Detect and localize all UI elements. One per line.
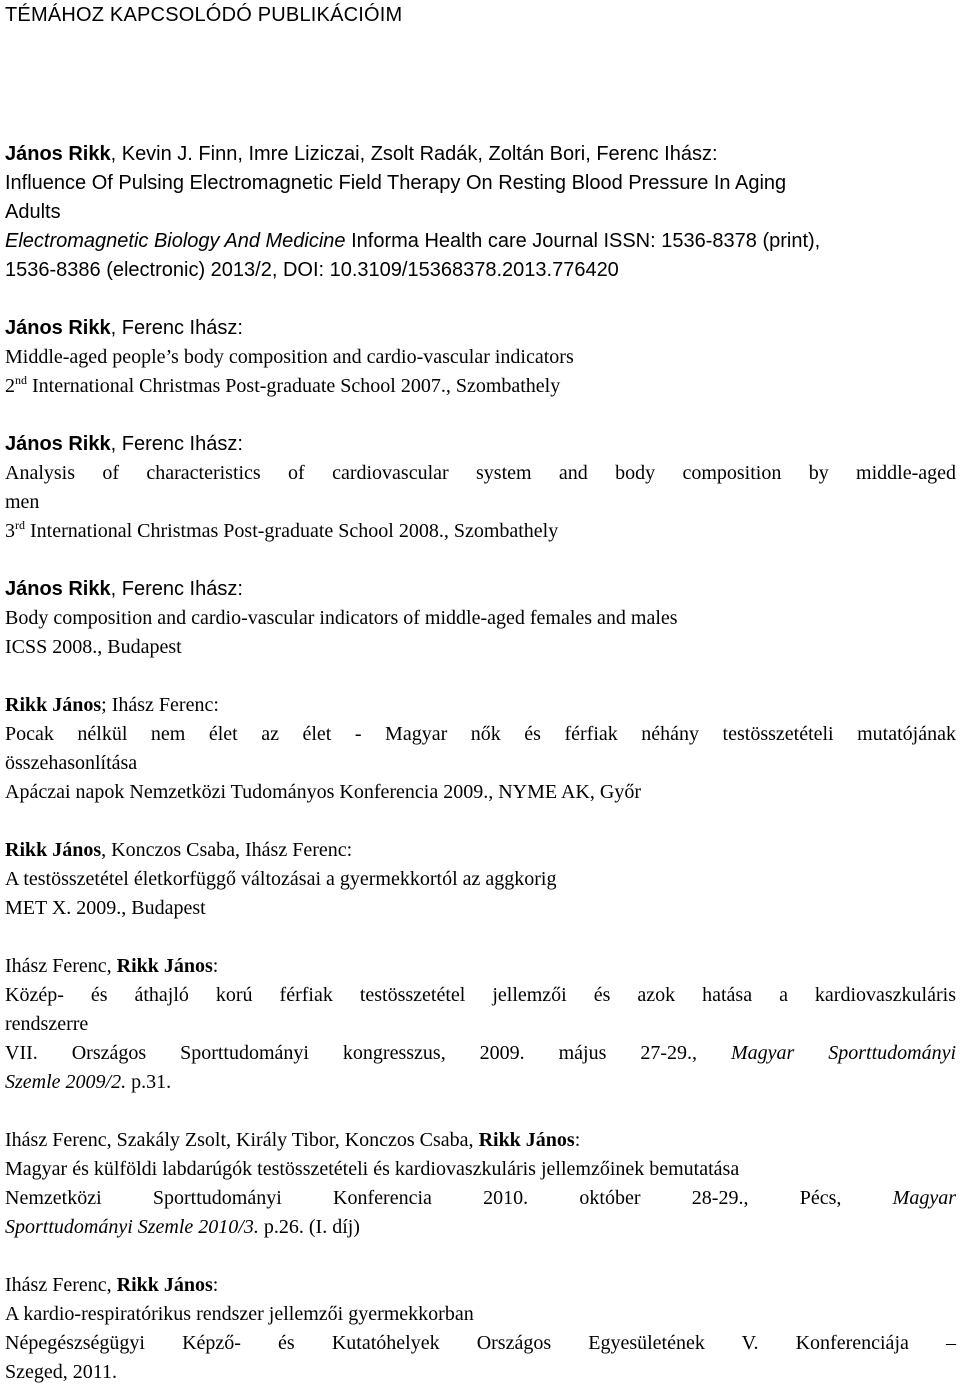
pub-7-authors: Ihász Ferenc, Rikk János: [5,955,219,977]
pub-1-journal-name: Electromagnetic Biology And Medicine [5,230,346,252]
pub-8-title: Magyar és külföldi labdarúgók testösszetételi és kardiovaszkuláris jellemzőinek bemutatása [5,1158,740,1180]
pub-5-venue: Apáczai napok Nemzetközi Tudományos Konferencia 2009., NYME AK, Győr [5,781,641,803]
pub-9-authors: Ihász Ferenc, Rikk János: [5,1274,219,1296]
pub-6-title: A testösszetétel életkorfüggő változásai a gyermekkortól az aggkorig [5,868,557,890]
pub-2-authors: János Rikk, Ferenc Ihász: [5,317,243,339]
pub-8-venue-line2: Sporttudományi Szemle 2010/3. p.26. (I. díj) [5,1216,360,1238]
pub-4-venue: ICSS 2008., Budapest [5,636,182,658]
pub-7-venue-line1: VII. Országos Sporttudományi kongresszus, 2009. május 27-29., Magyar Sporttudományi [5,1042,956,1064]
pub-7-author-main: Rikk János [116,955,213,977]
pub-8-authors: Ihász Ferenc, Szakály Zsolt, Király Tibor, Konczos Csaba, Rikk János: [5,1129,581,1151]
pub-2-venue: 2nd International Christmas Post-graduate School 2007., Szombathely [5,373,561,397]
pub-1-author-main: János Rikk [5,143,111,165]
pub-2-author-main: János Rikk [5,317,111,339]
pub-6-author-main: Rikk János [5,839,102,861]
pub-6-authors: Rikk János, Konczos Csaba, Ihász Ferenc: [5,839,353,861]
pub-3-authors: János Rikk, Ferenc Ihász: [5,433,243,455]
pub-5-authors: Rikk János; Ihász Ferenc: [5,694,219,716]
pub-9-venue-line2: Szeged, 2011. [5,1361,118,1383]
pub-9-author-main: Rikk János [116,1274,213,1296]
pub-6-venue: MET X. 2009., Budapest [5,897,206,919]
pub-3-venue: 3rd International Christmas Post-graduate School 2008., Szombathely [5,518,559,542]
pub-9-venue-line1: Népegészségügyi Képző- és Kutatóhelyek Országos Egyesületének V. Konferenciája – [5,1332,956,1354]
pub-4-author-main: János Rikk [5,578,111,600]
pub-8-venue-line1: Nemzetközi Sporttudományi Konferencia 2010. október 28-29., Pécs, Magyar [5,1187,956,1209]
pub-1-authors: János Rikk, Kevin J. Finn, Imre Liziczai, Zsolt Radák, Zoltán Bori, Ferenc Ihász: [5,143,718,165]
pub-4-authors: János Rikk, Ferenc Ihász: [5,578,243,600]
pub-1-title-line2: Adults [5,201,61,223]
pub-4-title: Body composition and cardio-vascular indicators of middle-aged females and males [5,607,678,629]
pub-7-title-line1: Közép- és áthajló korú férfiak testösszetétel jellemzői és azok hatása a kardiovaszkuláris [5,984,956,1006]
pub-5-title-line2: összehasonlítása [5,752,138,774]
pub-1-details: 1536-8386 (electronic) 2013/2, DOI: 10.3109/15368378.2013.776420 [5,259,619,281]
pub-3-title-line1: Analysis of characteristics of cardiovascular system and body composition by middle-aged [5,462,956,484]
pub-5-author-main: Rikk János [5,694,102,716]
pub-3-title-line2: men [5,491,40,513]
pub-9-title: A kardio-respiratórikus rendszer jellemzői gyermekkorban [5,1303,474,1325]
pub-1-title-line1: Influence Of Pulsing Electromagnetic Field Therapy On Resting Blood Pressure In Aging [5,172,787,194]
page-heading: TÉMÁHOZ KAPCSOLÓDÓ PUBLIKÁCIÓIM [5,4,403,26]
pub-3-author-main: János Rikk [5,433,111,455]
pub-7-venue-line2: Szemle 2009/2. p.31. [5,1071,172,1093]
pub-5-title-line1: Pocak nélkül nem élet az élet - Magyar nők és férfiak néhány testösszetételi mutatójának [5,723,956,745]
pub-1-journal: Electromagnetic Biology And Medicine Informa Health care Journal ISSN: 1536-8378 (print), [5,230,821,252]
pub-8-author-main: Rikk János [478,1129,575,1151]
pub-7-title-line2: rendszerre [5,1013,89,1035]
pub-2-title: Middle-aged people’s body composition and cardio-vascular indicators [5,346,574,368]
